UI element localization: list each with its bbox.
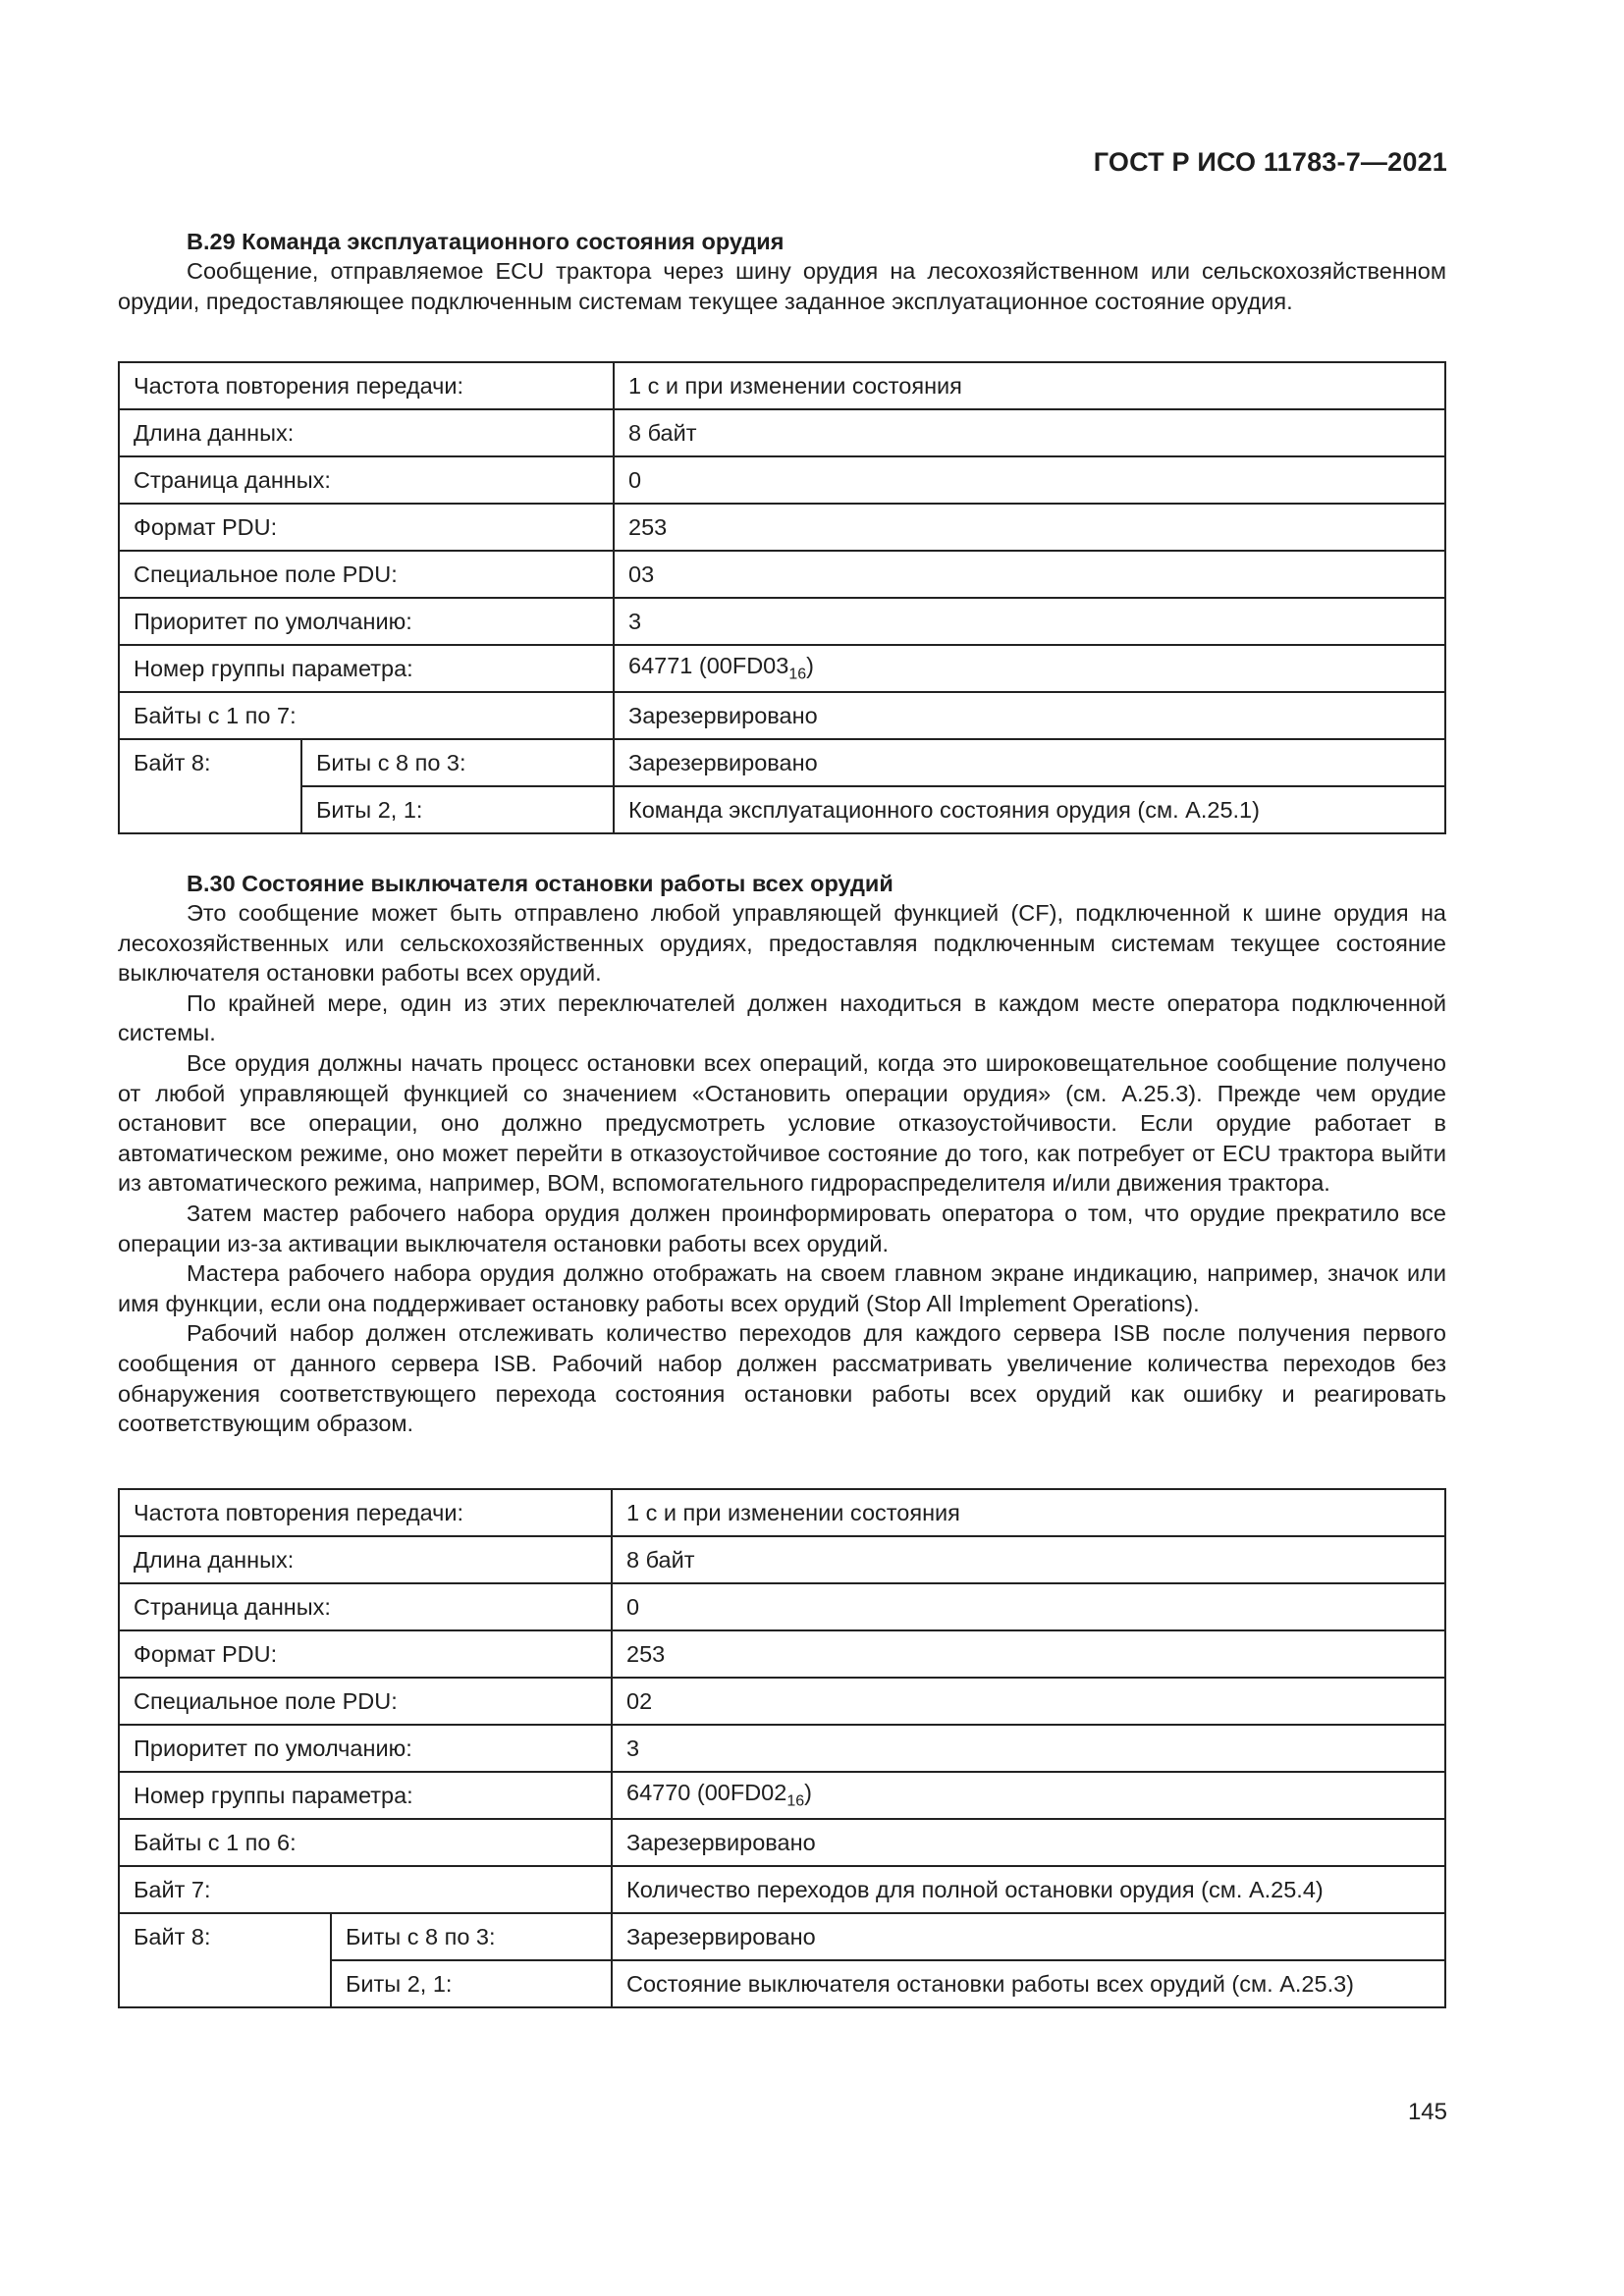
pgn-value: 64771 (00FD03 (628, 653, 789, 679)
row-label: Номер группы параметра: (119, 1772, 612, 1819)
row-value: 1 с и при изменении состояния (614, 362, 1445, 409)
row-value: Количество переходов для полной остановки орудия (см. А.25.4) (612, 1866, 1445, 1913)
table-b30 (118, 1488, 1446, 2008)
row-value: Зарезервировано (614, 692, 1445, 739)
section-b30-paragraph: Затем мастер рабочего набора орудия должен проинформировать оператора о том, что орудие прекратило все операции из-за активации выключателя остановки работы всех орудий. (118, 1200, 1446, 1256)
bits-label: Биты с 8 по 3: (331, 1913, 612, 1960)
section-b29 (118, 227, 1446, 316)
table-row (119, 739, 1445, 786)
row-label: Номер группы параметра: (119, 645, 614, 692)
table-row (119, 1866, 1445, 1913)
row-label: Байт 7: (119, 1866, 612, 1913)
row-value: 1 с и при изменении состояния (612, 1489, 1445, 1536)
document-id: ГОСТ Р ИСО 11783-7—2021 (1093, 147, 1447, 177)
pgn-value: 64770 (00FD02 (626, 1780, 787, 1806)
row-value: 8 байт (614, 409, 1445, 456)
table-row (119, 645, 1445, 692)
row-value: Зарезервировано (612, 1819, 1445, 1866)
row-value (612, 1772, 1445, 1819)
bits-label: Биты 2, 1: (331, 1960, 612, 2007)
table-b29 (118, 361, 1446, 834)
table-row (119, 1536, 1445, 1583)
section-b30-paragraph: Мастера рабочего набора орудия должно отображать на своем главном экране индикацию, например, значок или имя функции, если она поддерживает остановку работы всех орудий (Stop All Implement Operations). (118, 1260, 1446, 1316)
row-label: Приоритет по умолчанию: (119, 1725, 612, 1772)
table-row (119, 456, 1445, 504)
page-number: 145 (1407, 2099, 1447, 2125)
section-b30-paragraph: Рабочий набор должен отслеживать количество переходов для каждого сервера ISB после получения первого сообщения от данного сервера ISB. Рабочий набор должен рассматривать увеличение количества переходов без обнаружения соответствующего перехода состояния остановки работы всех орудий как ошибку и реагировать соответствующим образом. (118, 1320, 1446, 1437)
pgn-close: ) (804, 1780, 812, 1806)
table-row (119, 1913, 1445, 1960)
section-b29-title: B.29 Команда эксплуатационного состояния орудия (187, 229, 785, 254)
section-b30 (118, 869, 1446, 1439)
row-label: Приоритет по умолчанию: (119, 598, 614, 645)
section-b30-title: B.30 Состояние выключателя остановки работы всех орудий (187, 871, 893, 896)
bits-value: Зарезервировано (614, 739, 1445, 786)
row-label: Длина данных: (119, 409, 614, 456)
row-value (614, 645, 1445, 692)
row-label: Байты с 1 по 6: (119, 1819, 612, 1866)
row-label: Формат PDU: (119, 504, 614, 551)
table-row (119, 692, 1445, 739)
row-value: 253 (612, 1630, 1445, 1678)
row-value: 3 (612, 1725, 1445, 1772)
table-row (119, 598, 1445, 645)
row-label: Формат PDU: (119, 1630, 612, 1678)
bits-value: Зарезервировано (612, 1913, 1445, 1960)
bits-value: Команда эксплуатационного состояния орудия (см. А.25.1) (614, 786, 1445, 833)
bits-label: Биты 2, 1: (301, 786, 614, 833)
table-row (119, 1678, 1445, 1725)
row-label: Частота повторения передачи: (119, 362, 614, 409)
table-row (119, 1630, 1445, 1678)
table-row (119, 1489, 1445, 1536)
row-value: 03 (614, 551, 1445, 598)
table-row (119, 362, 1445, 409)
table-row (119, 1819, 1445, 1866)
row-label: Страница данных: (119, 456, 614, 504)
hex-subscript: 16 (786, 1792, 805, 1810)
row-value: 3 (614, 598, 1445, 645)
row-label: Длина данных: (119, 1536, 612, 1583)
row-value: 0 (614, 456, 1445, 504)
table-row (119, 786, 1445, 833)
table-row (119, 504, 1445, 551)
bits-value: Состояние выключателя остановки работы всех орудий (см. А.25.3) (612, 1960, 1445, 2007)
row-value: 8 байт (612, 1536, 1445, 1583)
byte8-label: Байт 8: (119, 739, 301, 833)
section-b30-paragraph: По крайней мере, один из этих переключателей должен находиться в каждом месте оператора подключенной системы. (118, 989, 1446, 1046)
row-label: Страница данных: (119, 1583, 612, 1630)
table-row (119, 1725, 1445, 1772)
section-b30-paragraph: Это сообщение может быть отправлено любой управляющей функцией (CF), подключенной к шине орудия на лесохозяйственных или сельскохозяйственных орудиях, предоставляя подключенным системам текущее состояние выключателя остановки работы всех орудий. (118, 900, 1446, 987)
table-row (119, 409, 1445, 456)
byte8-label: Байт 8: (119, 1913, 331, 2007)
pgn-close: ) (806, 653, 814, 679)
row-label: Частота повторения передачи: (119, 1489, 612, 1536)
section-b30-paragraph: Все орудия должны начать процесс остановки всех операций, когда это широковещательное сообщение получено от любой управляющей функцией со значением «Остановить операции орудия» (см. А.25.3). Прежде чем орудие остановит все операции, оно должно предусмотреть условие отказоустойчивости. Если орудие работает в автоматическом режиме, оно может перейти в отказоустойчивое состояние до того, как потребует от ECU трактора выйти из автоматического режима, например, ВОМ, вспомогательного гидрораспределителя и/или движения трактора. (118, 1049, 1446, 1197)
row-value: 253 (614, 504, 1445, 551)
row-value: 02 (612, 1678, 1445, 1725)
row-label: Байты с 1 по 7: (119, 692, 614, 739)
table-row (119, 551, 1445, 598)
hex-subscript: 16 (788, 666, 807, 683)
row-label: Специальное поле PDU: (119, 1678, 612, 1725)
row-value: 0 (612, 1583, 1445, 1630)
table-row (119, 1772, 1445, 1819)
section-b29-paragraph: Сообщение, отправляемое ECU трактора через шину орудия на лесохозяйственном или сельскохозяйственном орудии, предоставляющее подключенным системам текущее заданное эксплуатационное состояние орудия. (118, 258, 1446, 314)
bits-label: Биты с 8 по 3: (301, 739, 614, 786)
row-label: Специальное поле PDU: (119, 551, 614, 598)
table-row (119, 1583, 1445, 1630)
